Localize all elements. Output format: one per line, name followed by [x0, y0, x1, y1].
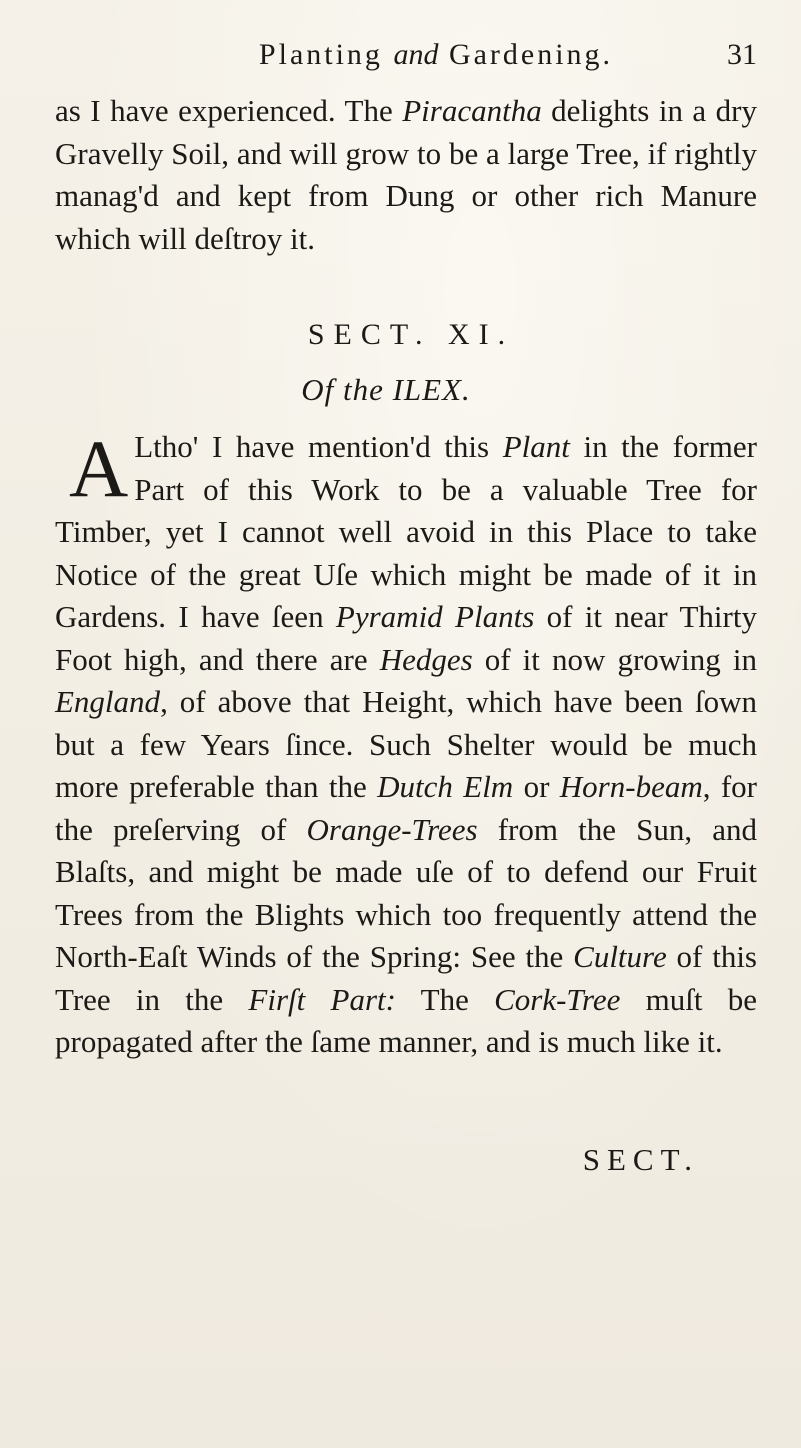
- body-italic-8: Culture: [573, 939, 667, 974]
- body-italic-10: Cork-Tree: [494, 981, 621, 1017]
- body-italic-9: Firſt Part:: [248, 981, 396, 1017]
- body-text-9: of this Tree in the: [55, 939, 757, 1017]
- body-text-7: , for the preſerving of: [55, 769, 757, 847]
- intro-text-2: delights in a dry Gravelly Soil, and will grow to be a large Tree, if rightly manag'd and kept from Dung or other rich Manure which will deſtroy it.: [55, 93, 757, 256]
- page-number: 31: [727, 38, 757, 71]
- catchword: SECT.: [582, 1141, 699, 1177]
- body-text-6: or: [513, 769, 560, 804]
- body-italic-4: England: [55, 684, 161, 719]
- body-paragraph: [55, 423, 757, 1064]
- body-text-11: muſt be propagated after the ſame manner, and is much like it.: [55, 981, 757, 1059]
- drop-cap: A: [69, 423, 129, 514]
- section-heading: SECT. XI.: [307, 318, 515, 351]
- body-italic-2: Pyramid Plants: [335, 599, 535, 634]
- section-subheading: Of the ILEX.: [301, 372, 471, 407]
- body-text-4: of it now growing in: [472, 641, 757, 677]
- intro-paragraph: [55, 90, 757, 260]
- body-text-10: The: [395, 981, 495, 1017]
- running-head-title-part1: Planting: [258, 38, 394, 71]
- running-head-title-and: and: [393, 38, 439, 71]
- running-head: [55, 38, 757, 90]
- body-text-8: from the Sun, and Blaſts, and might be made uſe of to defend our Fruit Trees from the Blights which too frequently attend the North-Eaſt Winds of the Spring: See the: [55, 811, 757, 974]
- body-text-5: , of above that Height, which have been ſown but a few Years ſince. Such Shelter would be much more preferable than the: [55, 684, 757, 804]
- intro-italic-1: Piracantha: [402, 93, 542, 128]
- body-text-1: Ltho' I have mention'd this: [134, 429, 503, 464]
- running-head-title: [259, 38, 613, 72]
- body-italic-5: Dutch Elm: [377, 769, 514, 804]
- body-italic-1: Plant: [502, 429, 570, 464]
- intro-text-1: as I have experienced. The: [55, 93, 403, 128]
- body-italic-7: Orange-Trees: [306, 811, 478, 847]
- body-italic-6: Horn-beam: [559, 769, 703, 804]
- body-text-2: in the former Part of this Work to be a valuable Tree for Timber, yet I cannot well avoid in this Place to take Notice of the great Uſe which might be made of it in Gardens. I have ſeen: [55, 429, 757, 634]
- running-head-title-part2: Gardening.: [438, 38, 614, 71]
- body-text-3: of it near Thirty Foot high, and there are: [55, 599, 757, 677]
- body-italic-3: Hedges: [379, 641, 473, 677]
